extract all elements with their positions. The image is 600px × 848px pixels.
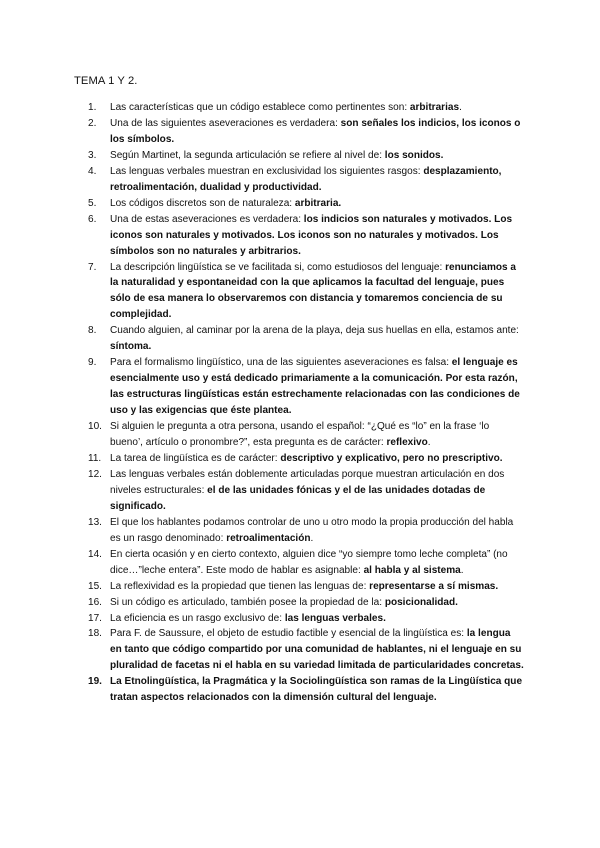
question-text: En cierta ocasión y en cierto contexto, alguien dice “yo siempre tomo leche completa” (no dice…”leche entera”. Este modo de hablar es asignable: (110, 548, 508, 576)
question-item (88, 515, 524, 547)
question-text: La Etnolingüística, la Pragmática y la Sociolingüística son ramas de la Lingüística que tratan aspectos relacionados con la dimensión cultural del lenguaje. (110, 676, 523, 704)
question-text: Una de las siguientes aseveraciones es verdadera: (110, 117, 341, 129)
question-text: La descripción lingüística se ve facilitada si, como estudiosos del lenguaje: (110, 261, 446, 273)
question-number: 3. (88, 149, 97, 161)
question-answer: arbitraria. (294, 197, 342, 209)
question-number: 12. (88, 468, 102, 480)
question-item (88, 355, 524, 419)
question-number: 18. (88, 628, 102, 640)
question-answer: son señales los indicios, los iconos o los símbolos. (110, 117, 521, 145)
question-number: 19. (88, 676, 102, 688)
question-answer: desplazamiento, retroalimentación, dualidad y productividad. (110, 165, 502, 193)
question-text: Las lenguas verbales están doblemente articuladas porque muestran articulación en dos niveles estructurales: (110, 468, 505, 496)
question-item (88, 626, 524, 674)
question-answer: arbitrarias (409, 102, 460, 113)
question-answer: descriptivo y explicativo, pero no prescriptivo. (280, 452, 503, 464)
question-text: Si alguien le pregunta a otra persona, usando el español: “¿Qué es “lo” en la frase ‘lo bueno’, artículo o pronombre?”, esta pregunta es de carácter: (110, 421, 490, 449)
question-item (88, 547, 524, 579)
question-item (88, 212, 524, 260)
question-text: Para el formalismo lingüístico, una de las siguientes aseveraciones es falsa: (110, 357, 452, 369)
question-item (88, 323, 524, 355)
question-text: La reflexividad es la propiedad que tienen las lenguas de: (110, 580, 370, 592)
question-number: 4. (88, 165, 97, 177)
question-number: 16. (88, 596, 102, 608)
question-text: Los códigos discretos son de naturaleza: (110, 197, 295, 209)
question-number: 15. (88, 580, 102, 592)
question-item (88, 260, 524, 324)
question-suffix: . (310, 532, 314, 544)
question-suffix: . (459, 102, 462, 113)
document-title: TEMA 1 Y 2. (74, 75, 138, 87)
question-answer: retroalimentación (226, 532, 311, 544)
question-item (88, 148, 524, 164)
question-answer: renunciamos a la naturalidad y espontaneidad con la que aplicamos la facultad del lenguaje, pues sólo de esa manera lo observaremos con distancia y tomaremos conciencia de su complejidad. (110, 261, 517, 321)
question-list (88, 100, 524, 706)
question-answer: los sonidos. (384, 149, 444, 161)
question-number: 9. (88, 357, 97, 369)
question-answer: el lenguaje es esencialmente uso y está dedicado primariamente a la comunicación. Por esta razón, las estructuras lingüísticas están estrechamente relacionadas con las condiciones de uso y las exigencias que éste plantea. (110, 357, 520, 417)
question-answer: el de las unidades fónicas y el de las unidades dotadas de significado. (110, 484, 486, 512)
question-item (88, 595, 524, 611)
question-text: Las características que un código establece como pertinentes son: (110, 102, 410, 113)
question-text: Una de estas aseveraciones es verdadera: (110, 213, 304, 225)
question-item (88, 196, 524, 212)
question-number: 6. (88, 213, 97, 225)
question-answer: la lengua en tanto que código compartido por una comunidad de hablantes, ni el lenguaje en su pluralidad de facetas ni el habla en su variedad limitada de particularidades concretas. (110, 628, 524, 672)
question-text: El que los hablantes podamos controlar de uno u otro modo la propia producción del habla es un rasgo denominado: (110, 516, 514, 544)
question-item (88, 579, 524, 595)
question-item (88, 116, 524, 148)
question-text: La tarea de lingüística es de carácter: (110, 452, 281, 464)
question-answer: los indicios son naturales y motivados. Los iconos son naturales y motivados. Los iconos son no naturales y motivados. Los símbolos son no naturales y arbitrarios. (110, 213, 513, 257)
question-number: 2. (88, 117, 97, 129)
question-item (88, 419, 524, 451)
question-answer: representarse a sí mismas. (369, 580, 499, 592)
question-number: 5. (88, 197, 97, 209)
question-suffix: . (427, 437, 431, 449)
question-item (88, 451, 524, 467)
question-text: Cuando alguien, al caminar por la arena de la playa, deja sus huellas en ella, estamos ante: (110, 325, 519, 337)
question-number: 1. (88, 102, 97, 113)
question-item (88, 611, 524, 627)
question-answer: al habla y al sistema (363, 564, 461, 576)
question-suffix: . (460, 564, 464, 576)
question-number: 11. (88, 452, 102, 464)
question-item (88, 164, 524, 196)
question-number: 8. (88, 325, 97, 337)
question-number: 14. (88, 548, 102, 560)
question-item (88, 674, 524, 706)
question-text: Si un código es articulado, también posee la propiedad de la: (110, 596, 385, 608)
question-text: Para F. de Saussure, el objeto de estudio factible y esencial de la lingüística es: (110, 628, 467, 640)
question-text: Según Martinet, la segunda articulación se refiere al nivel de: (110, 149, 385, 161)
question-item (88, 100, 524, 116)
question-item (88, 467, 524, 515)
question-number: 17. (88, 612, 102, 624)
question-answer: reflexivo (386, 437, 428, 449)
question-text: La eficiencia es un rasgo exclusivo de: (110, 612, 285, 624)
question-number: 7. (88, 261, 97, 273)
question-number: 13. (88, 516, 102, 528)
question-number: 10. (88, 421, 102, 433)
question-answer: posicionalidad. (384, 596, 458, 608)
question-answer: síntoma. (110, 341, 152, 353)
question-text: Las lenguas verbales muestran en exclusividad los siguientes rasgos: (110, 165, 424, 177)
question-answer: las lenguas verbales. (284, 612, 386, 624)
